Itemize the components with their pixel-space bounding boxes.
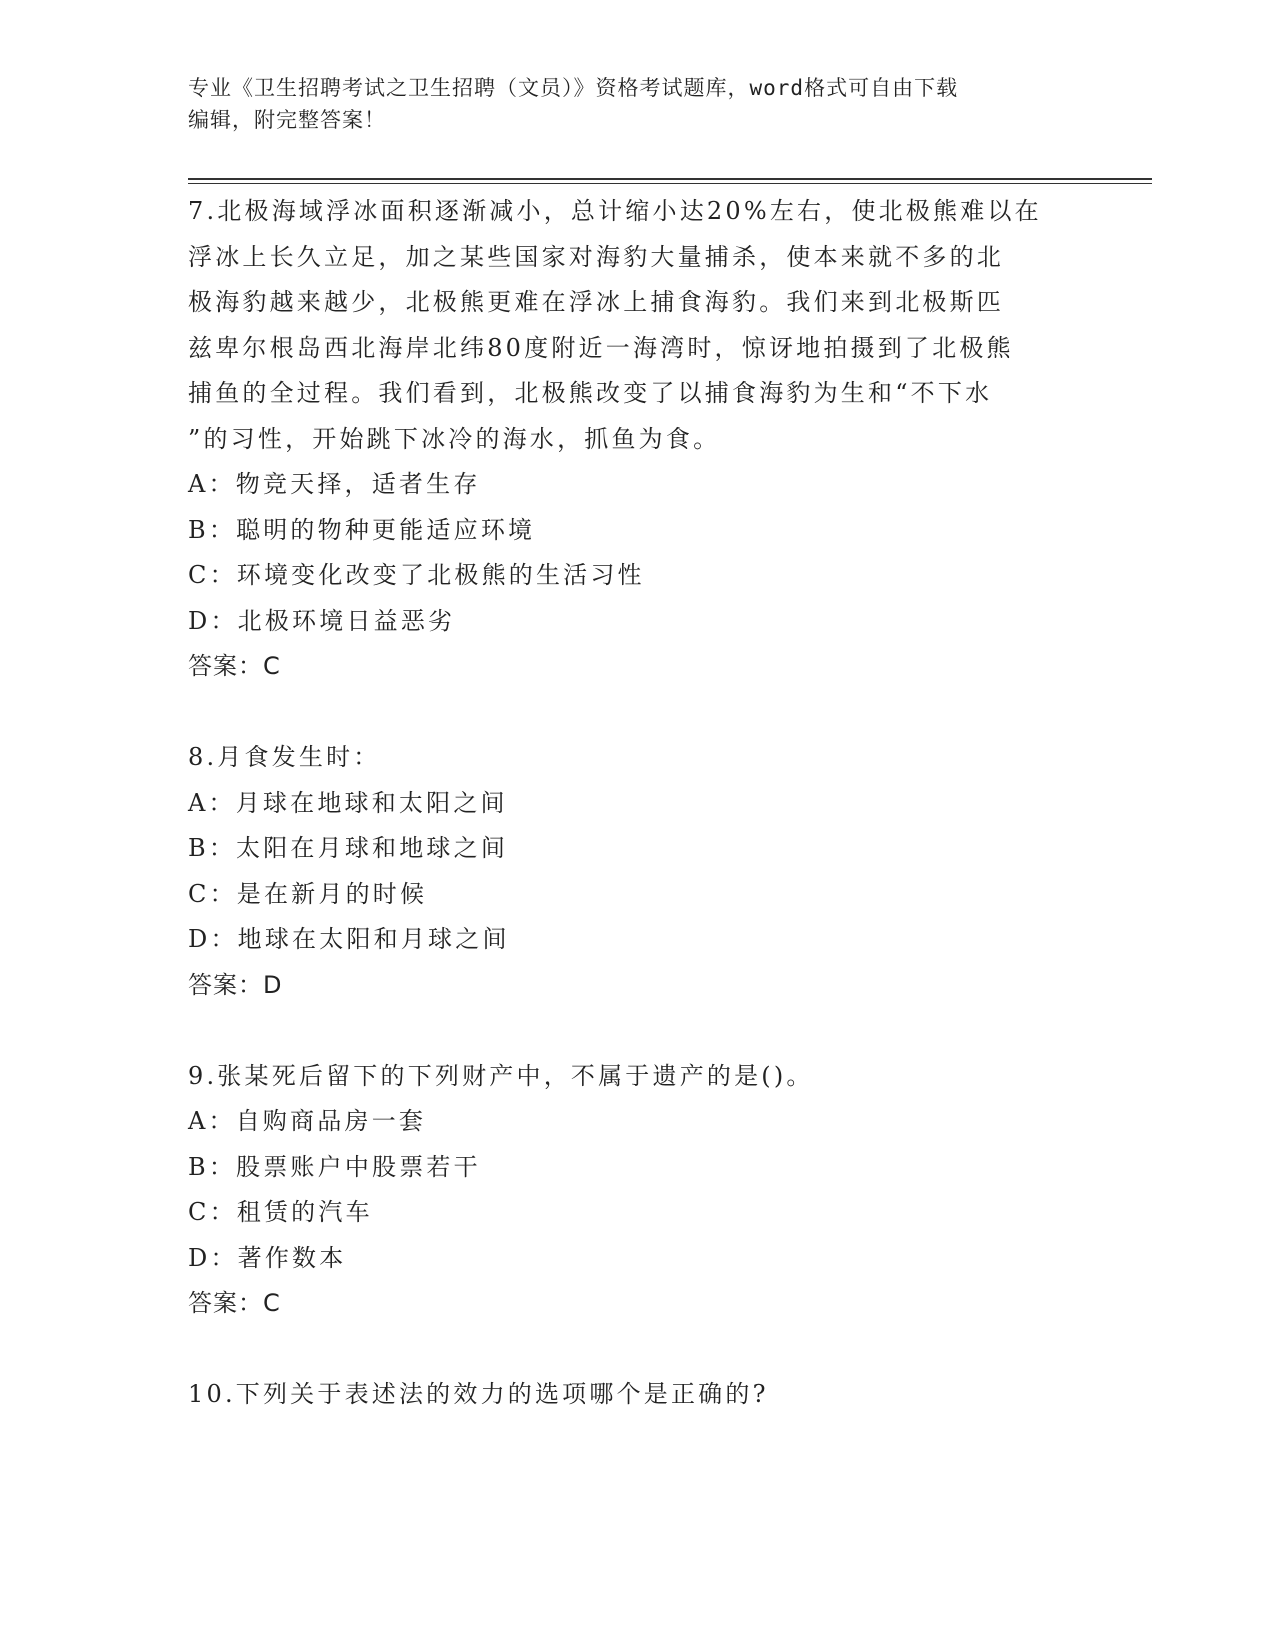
- question-spacer: [188, 690, 1088, 736]
- document-header: [188, 72, 1088, 136]
- option-c: C：是在新月的时候: [188, 879, 428, 908]
- question-list: [188, 189, 1088, 1418]
- answer-line: 答案：C: [188, 1289, 281, 1317]
- answer-line: 答案：D: [188, 970, 283, 999]
- header-divider-thick: [188, 178, 1152, 180]
- question-stem: [188, 1054, 1088, 1100]
- stem-line: 浮冰上长久立足，加之某些国家对海豹大量捕杀，使本来就不多的北: [188, 242, 1004, 271]
- stem-line: 8.月食发生时：: [188, 743, 381, 771]
- header-divider-thin: [188, 183, 1152, 184]
- question-10: [188, 1372, 1088, 1418]
- option-a: A：物竞天择，适者生存: [188, 470, 481, 498]
- stem-line: 捕鱼的全过程。我们看到，北极熊改变了以捕食海豹为生和“不下水: [188, 379, 993, 407]
- option-d: D：著作数本: [188, 1243, 347, 1272]
- question-stem: [188, 1372, 1088, 1418]
- question-stem: [188, 735, 1088, 781]
- option-c: C：环境变化改变了北极熊的生活习性: [188, 561, 645, 589]
- option-b: B：股票账户中股票若干: [188, 1152, 481, 1181]
- option-c: C：租赁的汽车: [188, 1198, 373, 1226]
- option-d: D：北极环境日益恶劣: [188, 606, 456, 635]
- header-line-1: 专业《卫生招聘考试之卫生招聘（文员）》资格考试题库，word格式可自由下载: [188, 76, 959, 100]
- stem-line: ”的习性，开始跳下冰冷的海水，抓鱼为食。: [188, 424, 721, 453]
- stem-line: 10.下列关于表述法的效力的选项哪个是正确的?: [188, 1380, 769, 1408]
- question-spacer: [188, 1327, 1088, 1373]
- stem-line: 9.张某死后留下的下列财产中，不属于遗产的是()。: [188, 1061, 814, 1090]
- stem-line: 极海豹越来越少，北极熊更难在浮冰上捕食海豹。我们来到北极斯匹: [188, 288, 1004, 316]
- question-spacer: [188, 1008, 1088, 1054]
- question-9: [188, 1054, 1088, 1327]
- header-line-2: 编辑，附完整答案！: [188, 108, 386, 132]
- question-8: [188, 735, 1088, 1008]
- option-b: B：聪明的物种更能适应环境: [188, 515, 536, 544]
- option-a: A：月球在地球和太阳之间: [188, 788, 508, 817]
- option-a: A：自购商品房一套: [188, 1107, 427, 1135]
- answer-line: 答案：C: [188, 652, 281, 680]
- option-d: D：地球在太阳和月球之间: [188, 925, 510, 953]
- stem-line: 兹卑尔根岛西北海岸北纬80度附近一海湾时，惊讶地拍摄到了北极熊: [188, 333, 1014, 362]
- option-b: B：太阳在月球和地球之间: [188, 834, 509, 862]
- stem-line: 7.北极海域浮冰面积逐渐减小，总计缩小达20%左右，使北极熊难以在: [188, 197, 1042, 225]
- question-stem: [188, 189, 1088, 462]
- question-7: [188, 189, 1088, 690]
